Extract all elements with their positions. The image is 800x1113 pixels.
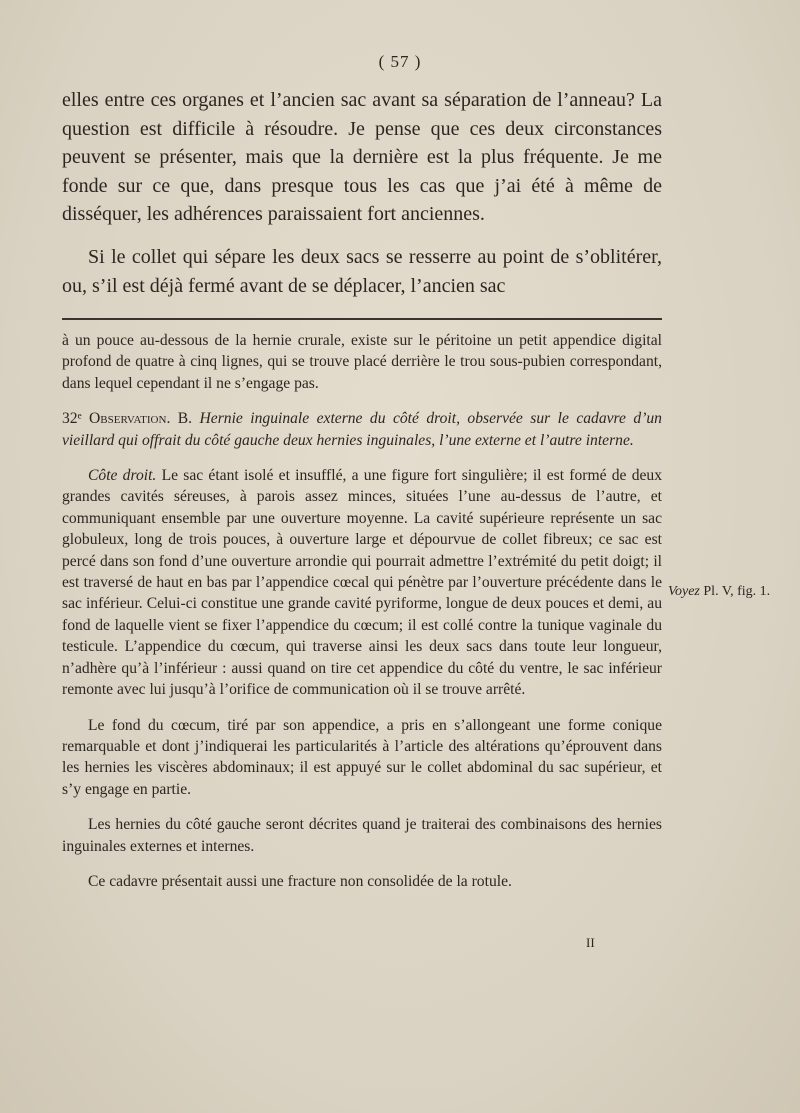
page-number: ( 57 ) [378,52,422,71]
observation-heading [62,408,662,451]
note-paragraph-4: Le fond du cœcum, tiré par son appendice, a pris en s’allongeant une forme conique remarquable et dont j’indiquerai les particularités à l’article des altérations qu’éprouvent dans les hernies les viscères abdominaux; il est appuyé sur le collet abdominal du sac supérieur, et s’y engage en partie. [62,716,662,798]
side-label: Côte droit. [88,467,157,485]
note-paragraph-6: Ce cadavre présentait aussi une fracture non consolidée de la rotule. [88,872,512,890]
note-paragraph-5: Les hernies du côté gauche seront décrites quand je traiterai des combinaisons des hernies inguinales externes et internes. [62,816,662,855]
main-paragraph-1: elles entre ces organes et l’ancien sac avant sa séparation de l’anneau? La question est difficile à résoudre. Je pense que ces deux circonstances peuvent se présenter, mais que la dernière est la plus fréquente. Je me fonde sur ce que, dans presque tous les cas que j’ai été à même de disséquer, les adhérences paraissaient fort anciennes. [62,89,662,226]
footnote-text [62,330,662,892]
main-paragraph-2: Si le collet qui sépare les deux sacs se resserre au point de s’oblitérer, ou, s’il est déjà fermé avant de se déplacer, l’ancien sac [62,245,662,297]
observation-label: Observation. [89,410,171,428]
observation-title: Hernie inguinale externe du côté droit, observée sur le cadavre d’un vieillard qui offrait du côté gauche deux hernies inguinales, l’une externe et l’autre interne. [62,410,662,449]
margin-plate-ref: Pl. V, fig. 1. [703,584,771,599]
margin-reference [668,584,770,600]
observation-number: 32ᵉ [62,410,82,428]
footnote-rule [62,318,662,320]
main-text [62,86,662,300]
signature-mark: II [586,935,595,950]
note-paragraph-3-body: Le sac étant isolé et insufflé, a une figure fort singulière; il est formé de deux grandes cavités séreuses, à parois assez minces, situées l’une au-dessus de l’autre, et communiquant ensemble par une ouverture moyenne. La cavité supérieure représente un sac globuleux, long de trois pouces, à ouverture large et dépourvue de collet fibreux; ce sac est percé dans son fond d’une ouverture arrondie qui pourrait admettre l’extrémité du petit doigt; il est traversé de haut en bas par l’appendice cœcal qui pénètre par l’ouverture précédente dans le sac inférieur. Celui-ci constitue une grande cavité pyriforme, longue de deux pouces et demi, au fond de laquelle vient se fixer l’appendice du cœcum; il est collé contre la tunique vaginale du testicule. L’appendice du cœcum, qui traverse ainsi les deux sacs dans toute leur longueur, n’adhère qu’à l’inférieur : aussi quand on tire cet appendice du côté du ventre, le sac inférieur remonte avec lui jusqu’à l’orifice de communication où il se trouve arrêté. [62,467,663,699]
note-paragraph-1: à un pouce au-dessous de la hernie crurale, existe sur le péritoine un petit appendice digital profond de quatre à cinq lignes, qui se trouve placé derrière le trou sous-pubien correspondant, dans lequel cependant il ne s’engage pas. [62,332,662,392]
margin-voyez: Voyez [668,584,700,599]
note-paragraph-3 [62,465,662,700]
observation-letter: B. [177,410,193,428]
